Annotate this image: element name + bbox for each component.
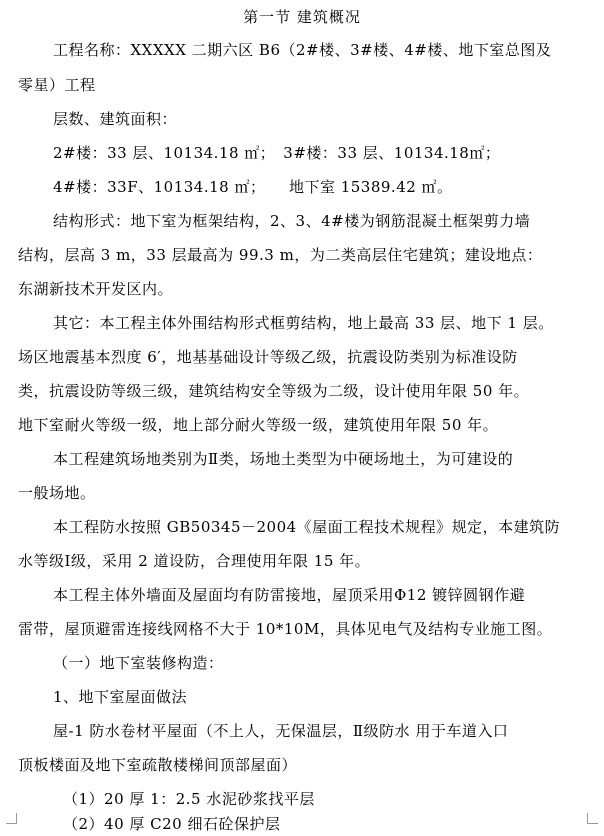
lightning-line-1: 本工程主体外墙面及屋面均有防雷接地，屋顶采用Φ12 镀锌圆钢作避: [53, 586, 526, 604]
building-4-basement-area: 4#楼：33F、10134.18 ㎡； 地下室 15389.42 ㎡。: [53, 178, 453, 196]
page-corner-mark-right: [587, 813, 598, 824]
basement-roof-heading: 1、地下室屋面做法: [53, 688, 188, 706]
other-line-4: 地下室耐火等级一级，地上部分耐火等级一级，建筑使用年限 50 年。: [18, 416, 499, 434]
basement-finish-heading: （一）地下室装修构造：: [53, 654, 224, 672]
building-2-3-area: 2#楼：33 层、10134.18 ㎡； 3#楼：33 层、10134.18㎡；: [53, 144, 501, 162]
other-line-1: 其它：本工程主体外围结构形式框剪结构，地上最高 33 层、地下 1 层。: [53, 314, 554, 332]
roof-1-layer-2: （2）40 厚 C20 细石砼保护层: [63, 815, 281, 833]
project-name-line-1: 工程名称：XXXXX 二期六区 B6（2#楼、3#楼、4#楼、地下室总图及: [53, 41, 552, 59]
roof-1-layer-1: （1）20 厚 1：2.5 水泥砂浆找平层: [63, 790, 315, 808]
section-title: 第一节 建筑概况: [243, 8, 361, 26]
structure-line-3: 东湖新技术开发区内。: [18, 280, 174, 298]
site-class-line-1: 本工程建筑场地类别为Ⅱ类，场地土类型为中硬场地土，为可建设的: [53, 450, 514, 468]
waterproof-line-1: 本工程防水按照 GB50345－2004《屋面工程技术规程》规定，本建筑防: [53, 518, 561, 536]
project-name-line-2: 零星）工程: [18, 76, 96, 94]
waterproof-line-2: 水等级Ⅰ级，采用 2 道设防，合理使用年限 15 年。: [18, 552, 371, 570]
site-class-line-2: 一般场地。: [18, 484, 96, 502]
lightning-line-2: 雷带，屋顶避雷连接线网格不大于 10*10M，具体见电气及结构专业施工图。: [18, 620, 553, 638]
other-line-3: 类，抗震设防等级三级，建筑结构安全等级为二级，设计使用年限 50 年。: [18, 382, 530, 400]
roof-1-line-2: 顶板楼面及地下室疏散楼梯间顶部屋面）: [18, 756, 298, 774]
other-line-2: 场区地震基本烈度 6′，地基基础设计等级乙级，抗震设防类别为标准设防: [18, 348, 518, 366]
page-corner-mark-left: [6, 813, 17, 824]
roof-1-line-1: 屋-1 防水卷材平屋面（不上人，无保温层，Ⅱ级防水 用于车道入口: [53, 722, 509, 740]
structure-line-1: 结构形式：地下室为框架结构，2、3、4#楼为钢筋混凝土框架剪力墙: [53, 212, 531, 230]
structure-line-2: 结构，层高 3 m，33 层最高为 99.3 m，为二类高层住宅建筑；建设地点：: [18, 246, 543, 264]
floors-area-heading: 层数、建筑面积：: [53, 110, 178, 128]
